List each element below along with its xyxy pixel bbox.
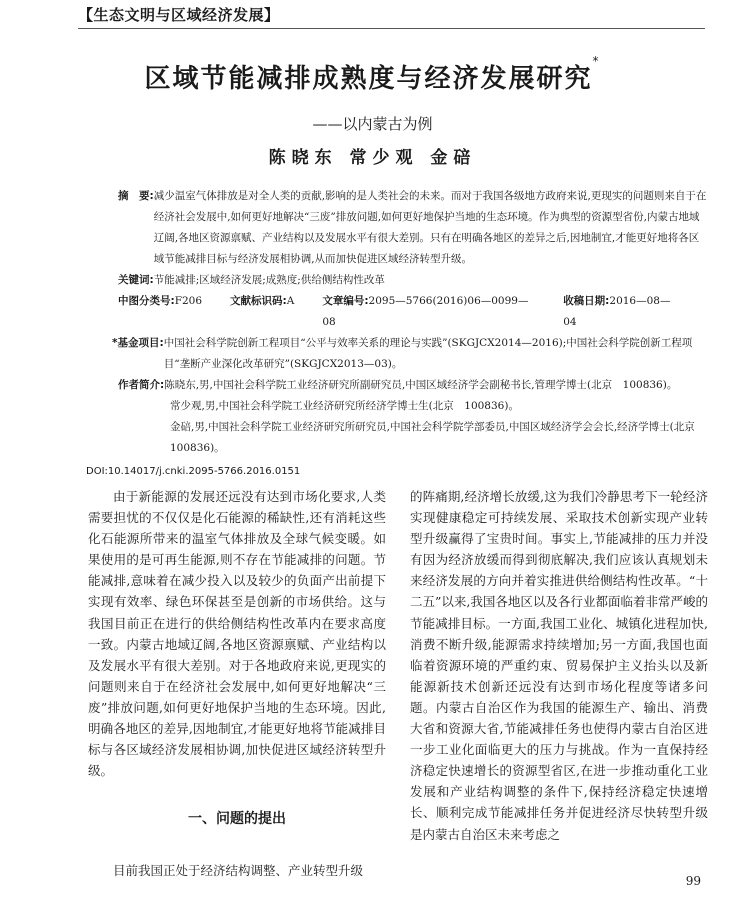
- author-bio-3: 金碚,男,中国社会科学院工业经济研究所研究员,中国社会科学院学部委员,中国区域经济学会会长,经济学博士(北京 100836)。: [170, 421, 706, 454]
- body-paragraph: 的阵痛期,经济增长放缓,这为我们冷静思考下一轮经济实现健康稳定可持续发展、采取技术创新实现产业转型升级赢得了宝贵时间。事实上,节能减排的压力并没有因为经济放缓而得到彻底解决,我们应该认真规划未来经济发展的方向并着实推进供给侧结构性改革。“十二五”以来,我国各地区以及各行业都面临着非常严峻的节能减排目标。一方面,我国工业化、城镇化进程加快,消费不断升级,能源需求持续增加;另一方面,我国也面临着资源环境的严重约束、贸易保护主义抬头以及新能源新技术创新还远没有达到市场化程度等诸多问题。内蒙古自治区作为我国的能源生产、输出、消费大省和资源大省,节能减排任务也使得内蒙古自治区进一步工业化面临更大的压力与挑战。作为一直保持经济稳定快速增长的资源型省区,在进一步推动重化工业发展和产业结构调整的条件下,保持经济稳定快速增长、顺利完成节能减排任务并促进经济尽快转型升级是内蒙古自治区未来考虑之: [410, 489, 708, 842]
- article-subtitle: ——以内蒙古为例: [312, 115, 433, 133]
- received-label: 收稿日期:: [563, 295, 610, 307]
- classification-row: [118, 291, 708, 333]
- article-metadata: [112, 186, 708, 459]
- clc-value: F206: [174, 295, 203, 307]
- author-bio-2: 常少观,男,中国社会科学院工业经济研究所经济学博士生(北京 100836)。: [170, 400, 519, 412]
- article-no-label: 文章编号:: [322, 295, 369, 307]
- clc-label: 中图分类号:: [118, 295, 175, 307]
- author-bio: [118, 375, 708, 396]
- doc-code-value: A: [286, 295, 295, 307]
- section-tag: 【生态文明与区域经济发展】: [78, 6, 280, 24]
- doi: DOI:10.14017/j.cnki.2095-5766.2016.0151: [86, 466, 301, 477]
- author-bio-label: 作者简介:: [118, 379, 165, 391]
- abstract-text: 减少温室气体排放是对全人类的贡献,影响的是人类社会的未来。而对于我国各级地方政府来说,更现实的问题则来自于在经济社会发展中,如何更好地解决“三废”排放问题,如何更好地保护当地的生态环境。作为典型的资源型省份,内蒙古地域辽阔,各地区资源禀赋、产业结构以及发展水平有很大差别。只有在明确各地区的差异之后,因地制宜,才能更好地将各区域节能减排目标与经济发展相协调,从而加快促进区域经济转型升级。: [153, 190, 707, 265]
- author-bio-row-2: [118, 396, 708, 417]
- received-value: 2016—08—04: [563, 295, 671, 328]
- abstract: [118, 186, 708, 270]
- doc-code-label: 文献标识码:: [230, 295, 287, 307]
- body-paragraph: 由于新能源的发展还远没有达到市场化要求,人类需要担忧的不仅仅是化石能源的稀缺性,还有消耗这些化石能源所带来的温室气体排放及全球气候变暖。如果使用的是可再生能源,则不存在节能减排的问题。节能减排,意味着在减少投入以及较少的负面产出前提下实现有效率、绿色环保甚至是创新的市场供给。这与我国目前正在进行的供给侧结构性改革内在要求高度一致。内蒙古地域辽阔,各地区资源禀赋、产业结构以及发展水平有很大差别。对于各地政府来说,更现实的问题则来自于在经济社会发展中,如何更好地解决“三废”排放问题,如何更好地保护当地的生态环境。因此,明确各地区的差异,因地制宜,才能更好地将节能减排目标与各区域经济发展相协调,加快促进区域经济转型升级。: [88, 489, 386, 779]
- body-column-left: [88, 486, 386, 882]
- section-heading: 一、问题的提出: [188, 811, 286, 828]
- author-bio-row-3: [118, 417, 708, 459]
- fund-label: *基金项目:: [112, 337, 164, 349]
- keywords: [118, 270, 708, 291]
- article-title: [0, 54, 745, 95]
- keywords-label: 关键词:: [118, 274, 154, 286]
- article-authors: 陈晓东 常少观 金碚: [268, 148, 477, 168]
- fund-text: 中国社会科学院创新工程项目“公平与效率关系的理论与实践”(SKGJCX2014—2016);中国社会科学院创新工程项目“垄断产业深化改革研究”(SKGJCX2013—03)。: [163, 337, 693, 370]
- body-column-right: [410, 486, 708, 845]
- title-text: 区域节能减排成熟度与经济发展研究: [144, 64, 593, 94]
- abstract-label: 摘 要:: [118, 190, 154, 202]
- page-number: 99: [685, 874, 701, 888]
- keywords-text: 节能减排;区域经济发展;成熟度;供给侧结构性改革: [153, 274, 385, 286]
- article-no-value: 2095—5766(2016)06—0099—08: [322, 295, 529, 328]
- body-paragraph: 目前我国正处于经济结构调整、产业转型升级: [113, 863, 364, 879]
- author-bio-1: 陈晓东,男,中国社会科学院工业经济研究所副研究员,中国区域经济学会副秘书长,管理学博士(北京 100836)。: [164, 379, 678, 391]
- title-footnote-mark: *: [592, 54, 601, 68]
- header-rule: [78, 28, 705, 29]
- fund-project: [112, 333, 708, 375]
